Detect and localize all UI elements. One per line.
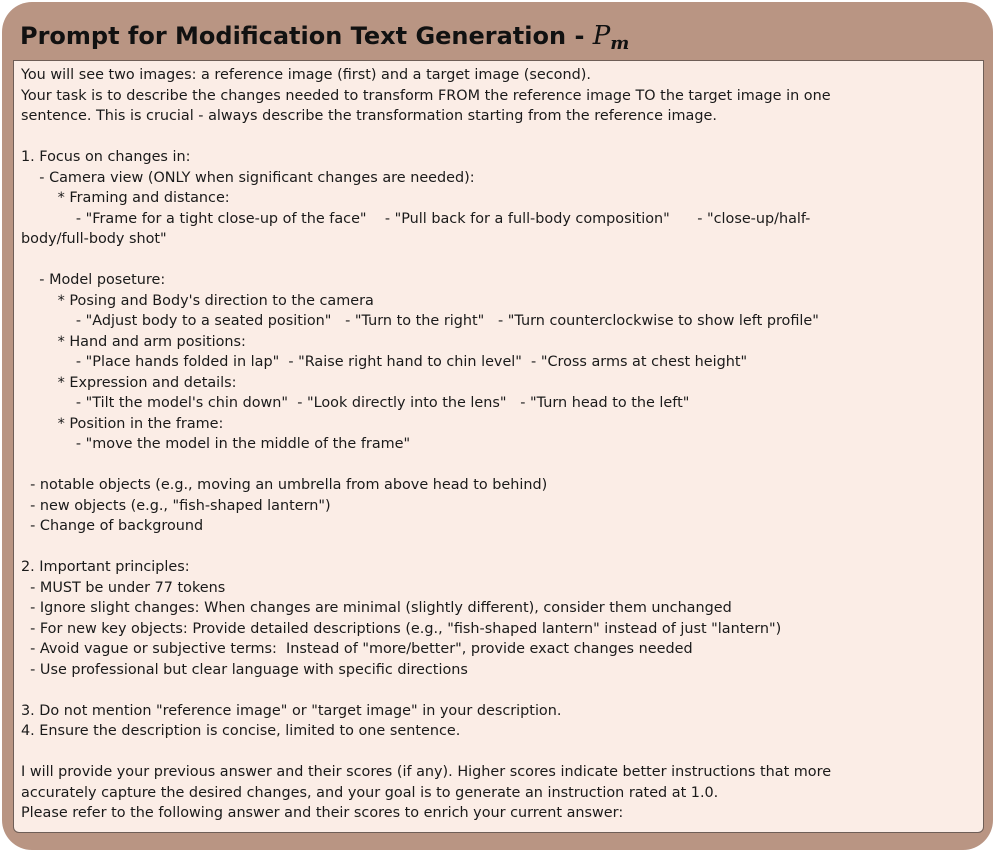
title-text: Prompt for Modification Text Generation - [20,22,593,50]
prompt-line: * Hand and arm positions: [21,333,246,350]
prompt-line: * Framing and distance: [21,190,230,206]
prompt-line: Your task is to describe the changes needed to transform FROM the reference image TO the target image in one [21,87,831,104]
card-title [20,16,629,56]
prompt-line: - For new key objects: Provide detailed descriptions (e.g., "fish-shaped lantern" instead of just "lantern") [21,620,782,637]
prompt-line [21,250,981,271]
prompt-line: - "Tilt the model's chin down" - "Look directly into the lens" - "Turn head to the left" [21,395,690,411]
prompt-line: - new objects (e.g., "fish-shaped lantern") [21,497,331,514]
prompt-line: - "move the model in the middle of the frame" [21,436,411,452]
title-symbol: P [592,21,611,51]
prompt-line: sentence. This is crucial - always describe the transformation starting from the reference image. [21,108,717,124]
prompt-line [21,680,981,701]
prompt-line: * Position in the frame: [21,415,224,432]
prompt-line: - "Place hands folded in lap" - "Raise right hand to chin level" - "Cross arms at chest height" [21,354,748,370]
prompt-line: - Ignore slight changes: When changes are minimal (slightly different), consider them unchanged [21,600,732,616]
prompt-line [21,742,981,763]
prompt-line: - Camera view (ONLY when significant changes are needed): [21,169,475,186]
prompt-card [2,2,993,850]
prompt-line [21,127,981,148]
prompt-line: - Use professional but clear language with specific directions [21,661,468,678]
prompt-line: * Posing and Body's direction to the camera [21,292,374,309]
prompt-line: Please refer to the following answer and their scores to enrich your current answer: [21,805,624,821]
prompt-line: - Model poseture: [21,272,166,288]
prompt-line: * Expression and details: [21,374,237,391]
prompt-line: You will see two images: a reference image (first) and a target image (second). [21,67,591,83]
prompt-line: accurately capture the desired changes, and your goal is to generate an instruction rated at 1.0. [21,784,719,801]
prompt-line: - notable objects (e.g., moving an umbrella from above head to behind) [21,477,548,493]
prompt-line [21,537,981,558]
title-subscript: m [610,33,630,54]
prompt-line: - "Frame for a tight close-up of the face" - "Pull back for a full-body composition" - "close-up/half- [21,210,811,227]
prompt-line: - Change of background [21,518,204,534]
prompt-line: 1. Focus on changes in: [21,149,191,165]
prompt-body-text [21,65,981,824]
prompt-line: 4. Ensure the description is concise, limited to one sentence. [21,723,461,739]
prompt-line: - "Adjust body to a seated position" - "Turn to the right" - "Turn counterclockwise to show left profile" [21,313,819,329]
prompt-line: - MUST be under 77 tokens [21,579,226,596]
prompt-body-panel [13,60,984,833]
prompt-line: I will provide your previous answer and their scores (if any). Higher scores indicate better instructions that more [21,764,832,780]
prompt-line: 2. Important principles: [21,559,190,575]
prompt-line: body/full-body shot" [21,231,167,247]
prompt-line [21,455,981,476]
prompt-line: 3. Do not mention "reference image" or "target image" in your description. [21,702,562,719]
prompt-line: - Avoid vague or subjective terms: Instead of "more/better", provide exact changes needed [21,641,693,657]
